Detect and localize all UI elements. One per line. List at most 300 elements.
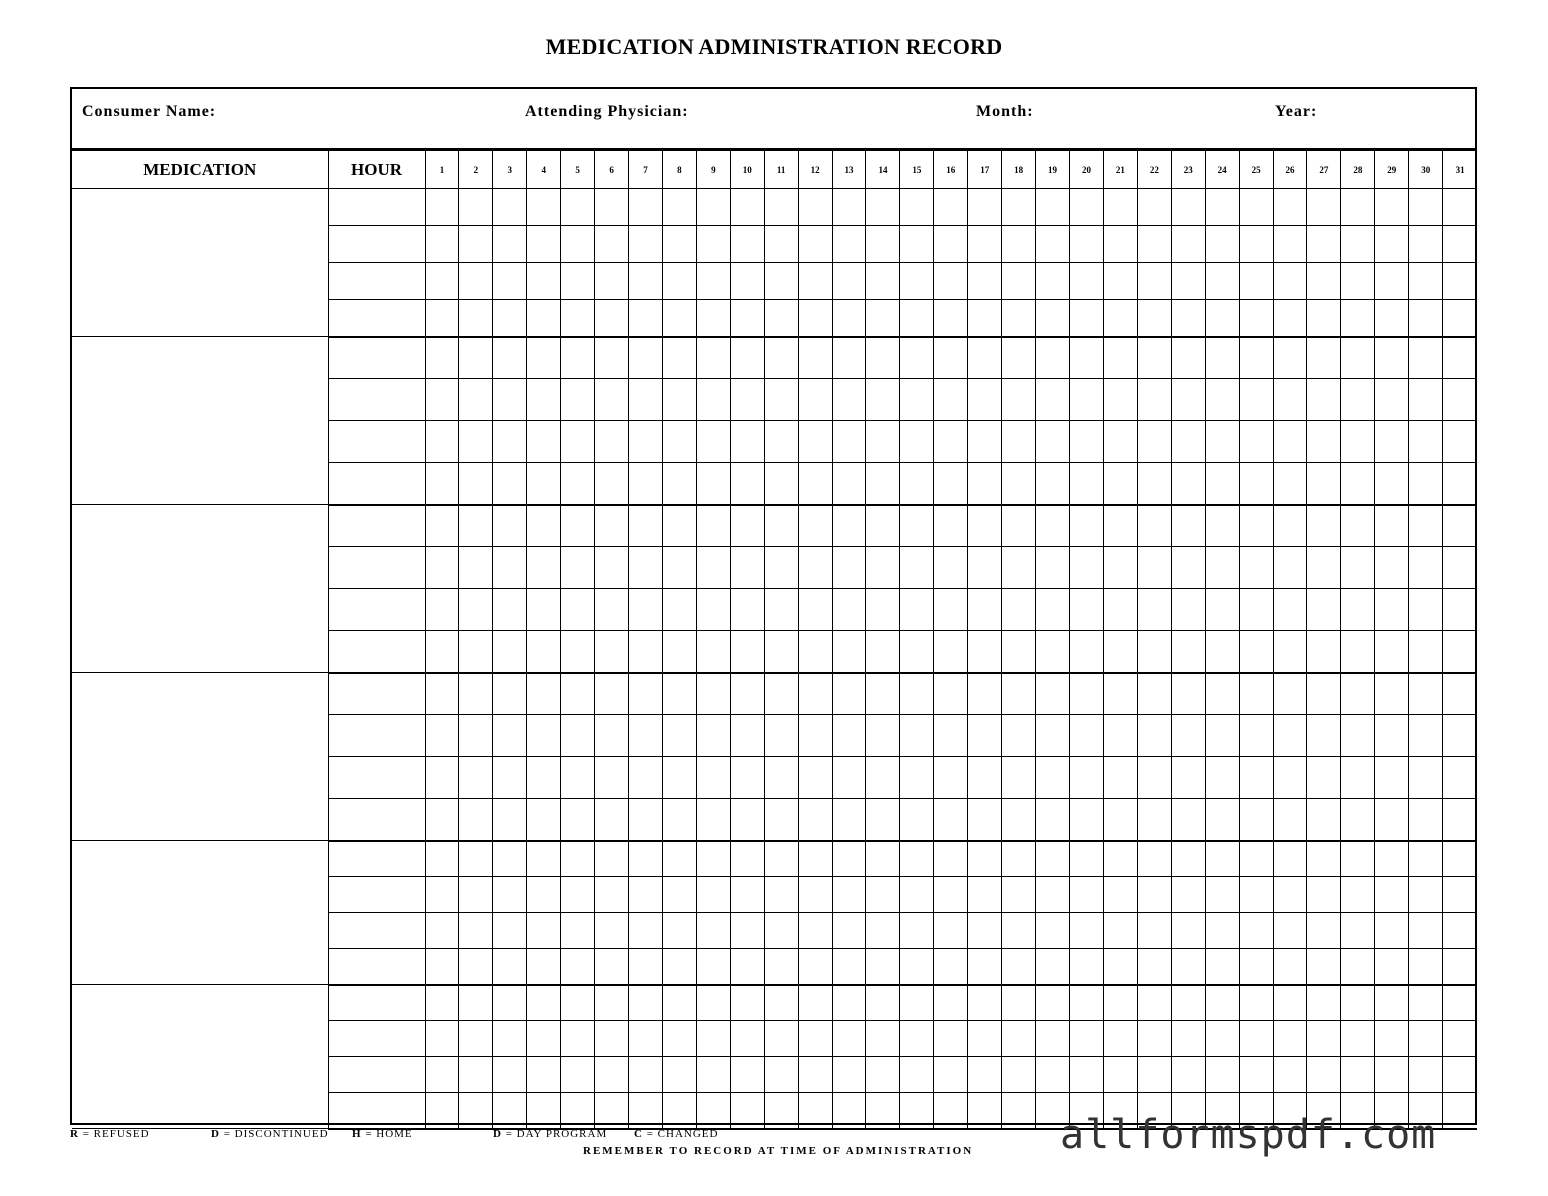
day-entry-cell[interactable]: [1239, 673, 1273, 715]
day-entry-cell[interactable]: [662, 226, 696, 263]
day-entry-cell[interactable]: [662, 547, 696, 589]
day-entry-cell[interactable]: [662, 673, 696, 715]
day-entry-cell[interactable]: [1103, 913, 1137, 949]
day-entry-cell[interactable]: [425, 263, 459, 300]
day-entry-cell[interactable]: [1137, 505, 1171, 547]
day-entry-cell[interactable]: [1070, 673, 1104, 715]
day-entry-cell[interactable]: [629, 1093, 663, 1129]
day-entry-cell[interactable]: [730, 421, 764, 463]
day-entry-cell[interactable]: [832, 673, 866, 715]
day-entry-cell[interactable]: [900, 1093, 934, 1129]
day-entry-cell[interactable]: [493, 715, 527, 757]
day-entry-cell[interactable]: [1273, 757, 1307, 799]
day-entry-cell[interactable]: [934, 1057, 968, 1093]
day-entry-cell[interactable]: [1002, 949, 1036, 985]
day-entry-cell[interactable]: [527, 379, 561, 421]
day-entry-cell[interactable]: [730, 263, 764, 300]
day-entry-cell[interactable]: [1137, 949, 1171, 985]
day-entry-cell[interactable]: [662, 841, 696, 877]
day-entry-cell[interactable]: [1036, 505, 1070, 547]
day-entry-cell[interactable]: [1239, 226, 1273, 263]
day-entry-cell[interactable]: [968, 985, 1002, 1021]
day-entry-cell[interactable]: [866, 949, 900, 985]
day-entry-cell[interactable]: [1205, 913, 1239, 949]
day-entry-cell[interactable]: [1171, 631, 1205, 673]
day-entry-cell[interactable]: [1239, 589, 1273, 631]
day-entry-cell[interactable]: [425, 631, 459, 673]
day-entry-cell[interactable]: [1239, 547, 1273, 589]
day-entry-cell[interactable]: [1103, 673, 1137, 715]
day-entry-cell[interactable]: [1036, 263, 1070, 300]
day-entry-cell[interactable]: [968, 1057, 1002, 1093]
day-entry-cell[interactable]: [1171, 757, 1205, 799]
day-entry-cell[interactable]: [1341, 1057, 1375, 1093]
day-entry-cell[interactable]: [934, 985, 968, 1021]
day-entry-cell[interactable]: [1307, 589, 1341, 631]
day-entry-cell[interactable]: [629, 715, 663, 757]
day-entry-cell[interactable]: [1273, 949, 1307, 985]
day-entry-cell[interactable]: [1239, 913, 1273, 949]
day-entry-cell[interactable]: [798, 589, 832, 631]
medication-entry-cell[interactable]: [72, 985, 328, 1129]
day-entry-cell[interactable]: [1103, 547, 1137, 589]
day-entry-cell[interactable]: [1137, 1057, 1171, 1093]
day-entry-cell[interactable]: [730, 841, 764, 877]
day-entry-cell[interactable]: [1205, 547, 1239, 589]
hour-entry-cell[interactable]: [328, 189, 425, 226]
medication-entry-cell[interactable]: [72, 673, 328, 841]
day-entry-cell[interactable]: [1443, 757, 1477, 799]
day-entry-cell[interactable]: [425, 505, 459, 547]
day-entry-cell[interactable]: [1375, 547, 1409, 589]
day-entry-cell[interactable]: [934, 337, 968, 379]
day-entry-cell[interactable]: [866, 463, 900, 505]
day-entry-cell[interactable]: [1443, 547, 1477, 589]
day-entry-cell[interactable]: [459, 1093, 493, 1129]
day-entry-cell[interactable]: [1036, 913, 1070, 949]
day-entry-cell[interactable]: [662, 421, 696, 463]
day-entry-cell[interactable]: [866, 715, 900, 757]
day-entry-cell[interactable]: [1239, 877, 1273, 913]
day-entry-cell[interactable]: [561, 673, 595, 715]
hour-entry-cell[interactable]: [328, 589, 425, 631]
day-entry-cell[interactable]: [1205, 379, 1239, 421]
day-entry-cell[interactable]: [561, 715, 595, 757]
day-entry-cell[interactable]: [1103, 841, 1137, 877]
day-entry-cell[interactable]: [595, 505, 629, 547]
day-entry-cell[interactable]: [798, 877, 832, 913]
day-entry-cell[interactable]: [1002, 1093, 1036, 1129]
day-entry-cell[interactable]: [1171, 949, 1205, 985]
day-entry-cell[interactable]: [1443, 189, 1477, 226]
day-entry-cell[interactable]: [1307, 421, 1341, 463]
day-entry-cell[interactable]: [730, 985, 764, 1021]
day-entry-cell[interactable]: [1307, 379, 1341, 421]
day-entry-cell[interactable]: [425, 421, 459, 463]
day-entry-cell[interactable]: [425, 757, 459, 799]
day-entry-cell[interactable]: [1137, 337, 1171, 379]
day-entry-cell[interactable]: [595, 949, 629, 985]
day-entry-cell[interactable]: [1070, 226, 1104, 263]
day-entry-cell[interactable]: [425, 841, 459, 877]
day-entry-cell[interactable]: [1375, 463, 1409, 505]
day-entry-cell[interactable]: [1239, 799, 1273, 841]
day-entry-cell[interactable]: [629, 1057, 663, 1093]
day-entry-cell[interactable]: [730, 631, 764, 673]
day-entry-cell[interactable]: [764, 841, 798, 877]
day-entry-cell[interactable]: [968, 631, 1002, 673]
hour-entry-cell[interactable]: [328, 913, 425, 949]
day-entry-cell[interactable]: [934, 547, 968, 589]
day-entry-cell[interactable]: [968, 189, 1002, 226]
day-entry-cell[interactable]: [1273, 877, 1307, 913]
day-entry-cell[interactable]: [866, 985, 900, 1021]
day-entry-cell[interactable]: [832, 226, 866, 263]
day-entry-cell[interactable]: [696, 799, 730, 841]
hour-entry-cell[interactable]: [328, 877, 425, 913]
day-entry-cell[interactable]: [1070, 337, 1104, 379]
day-entry-cell[interactable]: [1070, 985, 1104, 1021]
day-entry-cell[interactable]: [900, 226, 934, 263]
day-entry-cell[interactable]: [1205, 757, 1239, 799]
day-entry-cell[interactable]: [527, 189, 561, 226]
day-entry-cell[interactable]: [1341, 985, 1375, 1021]
day-entry-cell[interactable]: [1002, 715, 1036, 757]
day-entry-cell[interactable]: [493, 913, 527, 949]
hour-entry-cell[interactable]: [328, 1021, 425, 1057]
day-entry-cell[interactable]: [662, 189, 696, 226]
day-entry-cell[interactable]: [561, 263, 595, 300]
day-entry-cell[interactable]: [798, 799, 832, 841]
day-entry-cell[interactable]: [1443, 263, 1477, 300]
day-entry-cell[interactable]: [1375, 949, 1409, 985]
day-entry-cell[interactable]: [832, 949, 866, 985]
day-entry-cell[interactable]: [1205, 799, 1239, 841]
day-entry-cell[interactable]: [764, 715, 798, 757]
day-entry-cell[interactable]: [798, 300, 832, 337]
day-entry-cell[interactable]: [561, 841, 595, 877]
day-entry-cell[interactable]: [866, 1057, 900, 1093]
day-entry-cell[interactable]: [1070, 463, 1104, 505]
day-entry-cell[interactable]: [1103, 300, 1137, 337]
day-entry-cell[interactable]: [1443, 1093, 1477, 1129]
day-entry-cell[interactable]: [1273, 263, 1307, 300]
day-entry-cell[interactable]: [1103, 631, 1137, 673]
day-entry-cell[interactable]: [1375, 337, 1409, 379]
day-entry-cell[interactable]: [1239, 189, 1273, 226]
day-entry-cell[interactable]: [1375, 841, 1409, 877]
day-entry-cell[interactable]: [866, 226, 900, 263]
day-entry-cell[interactable]: [1002, 463, 1036, 505]
day-entry-cell[interactable]: [561, 985, 595, 1021]
day-entry-cell[interactable]: [764, 337, 798, 379]
day-entry-cell[interactable]: [764, 1093, 798, 1129]
day-entry-cell[interactable]: [764, 589, 798, 631]
day-entry-cell[interactable]: [1409, 505, 1443, 547]
hour-entry-cell[interactable]: [328, 379, 425, 421]
day-entry-cell[interactable]: [1273, 505, 1307, 547]
day-entry-cell[interactable]: [1239, 421, 1273, 463]
day-entry-cell[interactable]: [493, 673, 527, 715]
day-entry-cell[interactable]: [425, 1093, 459, 1129]
day-entry-cell[interactable]: [798, 1093, 832, 1129]
day-entry-cell[interactable]: [1070, 913, 1104, 949]
day-entry-cell[interactable]: [629, 337, 663, 379]
hour-entry-cell[interactable]: [328, 505, 425, 547]
day-entry-cell[interactable]: [730, 547, 764, 589]
day-entry-cell[interactable]: [459, 421, 493, 463]
day-entry-cell[interactable]: [595, 1093, 629, 1129]
day-entry-cell[interactable]: [1443, 985, 1477, 1021]
day-entry-cell[interactable]: [1375, 1057, 1409, 1093]
day-entry-cell[interactable]: [1171, 673, 1205, 715]
day-entry-cell[interactable]: [1341, 505, 1375, 547]
day-entry-cell[interactable]: [1036, 337, 1070, 379]
day-entry-cell[interactable]: [1171, 715, 1205, 757]
day-entry-cell[interactable]: [493, 631, 527, 673]
day-entry-cell[interactable]: [1273, 1021, 1307, 1057]
day-entry-cell[interactable]: [459, 799, 493, 841]
day-entry-cell[interactable]: [1443, 337, 1477, 379]
day-entry-cell[interactable]: [662, 877, 696, 913]
day-entry-cell[interactable]: [934, 263, 968, 300]
day-entry-cell[interactable]: [968, 263, 1002, 300]
day-entry-cell[interactable]: [595, 226, 629, 263]
day-entry-cell[interactable]: [662, 337, 696, 379]
day-entry-cell[interactable]: [595, 189, 629, 226]
day-entry-cell[interactable]: [662, 589, 696, 631]
day-entry-cell[interactable]: [968, 379, 1002, 421]
day-entry-cell[interactable]: [1341, 263, 1375, 300]
day-entry-cell[interactable]: [527, 631, 561, 673]
day-entry-cell[interactable]: [629, 757, 663, 799]
day-entry-cell[interactable]: [1137, 715, 1171, 757]
day-entry-cell[interactable]: [1341, 189, 1375, 226]
day-entry-cell[interactable]: [1002, 631, 1036, 673]
hour-entry-cell[interactable]: [328, 757, 425, 799]
day-entry-cell[interactable]: [1137, 421, 1171, 463]
day-entry-cell[interactable]: [900, 913, 934, 949]
day-entry-cell[interactable]: [934, 949, 968, 985]
day-entry-cell[interactable]: [832, 913, 866, 949]
day-entry-cell[interactable]: [1036, 379, 1070, 421]
day-entry-cell[interactable]: [425, 300, 459, 337]
day-entry-cell[interactable]: [1036, 799, 1070, 841]
day-entry-cell[interactable]: [730, 189, 764, 226]
day-entry-cell[interactable]: [1036, 757, 1070, 799]
day-entry-cell[interactable]: [866, 300, 900, 337]
day-entry-cell[interactable]: [1171, 226, 1205, 263]
day-entry-cell[interactable]: [730, 300, 764, 337]
day-entry-cell[interactable]: [1443, 505, 1477, 547]
day-entry-cell[interactable]: [1273, 421, 1307, 463]
day-entry-cell[interactable]: [1375, 715, 1409, 757]
day-entry-cell[interactable]: [1137, 189, 1171, 226]
day-entry-cell[interactable]: [900, 877, 934, 913]
day-entry-cell[interactable]: [561, 226, 595, 263]
day-entry-cell[interactable]: [1307, 226, 1341, 263]
day-entry-cell[interactable]: [798, 949, 832, 985]
day-entry-cell[interactable]: [629, 589, 663, 631]
day-entry-cell[interactable]: [968, 757, 1002, 799]
day-entry-cell[interactable]: [1273, 985, 1307, 1021]
day-entry-cell[interactable]: [1137, 799, 1171, 841]
day-entry-cell[interactable]: [866, 877, 900, 913]
day-entry-cell[interactable]: [1171, 913, 1205, 949]
day-entry-cell[interactable]: [561, 1021, 595, 1057]
day-entry-cell[interactable]: [425, 1021, 459, 1057]
day-entry-cell[interactable]: [662, 631, 696, 673]
day-entry-cell[interactable]: [832, 877, 866, 913]
day-entry-cell[interactable]: [629, 189, 663, 226]
day-entry-cell[interactable]: [866, 913, 900, 949]
day-entry-cell[interactable]: [934, 463, 968, 505]
hour-entry-cell[interactable]: [328, 547, 425, 589]
hour-entry-cell[interactable]: [328, 673, 425, 715]
day-entry-cell[interactable]: [629, 631, 663, 673]
day-entry-cell[interactable]: [696, 877, 730, 913]
day-entry-cell[interactable]: [1443, 421, 1477, 463]
day-entry-cell[interactable]: [832, 189, 866, 226]
day-entry-cell[interactable]: [866, 589, 900, 631]
hour-entry-cell[interactable]: [328, 421, 425, 463]
day-entry-cell[interactable]: [1205, 631, 1239, 673]
day-entry-cell[interactable]: [968, 463, 1002, 505]
day-entry-cell[interactable]: [1409, 877, 1443, 913]
day-entry-cell[interactable]: [1409, 547, 1443, 589]
day-entry-cell[interactable]: [798, 985, 832, 1021]
day-entry-cell[interactable]: [866, 337, 900, 379]
day-entry-cell[interactable]: [1375, 226, 1409, 263]
day-entry-cell[interactable]: [1036, 421, 1070, 463]
day-entry-cell[interactable]: [459, 913, 493, 949]
day-entry-cell[interactable]: [1341, 877, 1375, 913]
hour-entry-cell[interactable]: [328, 1057, 425, 1093]
day-entry-cell[interactable]: [1002, 421, 1036, 463]
day-entry-cell[interactable]: [1036, 673, 1070, 715]
day-entry-cell[interactable]: [425, 673, 459, 715]
day-entry-cell[interactable]: [866, 505, 900, 547]
day-entry-cell[interactable]: [459, 300, 493, 337]
hour-entry-cell[interactable]: [328, 263, 425, 300]
day-entry-cell[interactable]: [1273, 189, 1307, 226]
day-entry-cell[interactable]: [1036, 715, 1070, 757]
day-entry-cell[interactable]: [866, 421, 900, 463]
day-entry-cell[interactable]: [832, 1057, 866, 1093]
day-entry-cell[interactable]: [1205, 421, 1239, 463]
day-entry-cell[interactable]: [662, 913, 696, 949]
day-entry-cell[interactable]: [1070, 505, 1104, 547]
day-entry-cell[interactable]: [527, 589, 561, 631]
day-entry-cell[interactable]: [1307, 841, 1341, 877]
day-entry-cell[interactable]: [527, 226, 561, 263]
day-entry-cell[interactable]: [934, 877, 968, 913]
day-entry-cell[interactable]: [696, 463, 730, 505]
day-entry-cell[interactable]: [662, 757, 696, 799]
hour-entry-cell[interactable]: [328, 949, 425, 985]
day-entry-cell[interactable]: [764, 189, 798, 226]
day-entry-cell[interactable]: [459, 189, 493, 226]
day-entry-cell[interactable]: [629, 226, 663, 263]
day-entry-cell[interactable]: [662, 985, 696, 1021]
day-entry-cell[interactable]: [1341, 673, 1375, 715]
day-entry-cell[interactable]: [730, 673, 764, 715]
day-entry-cell[interactable]: [1307, 463, 1341, 505]
day-entry-cell[interactable]: [1103, 505, 1137, 547]
day-entry-cell[interactable]: [1205, 841, 1239, 877]
day-entry-cell[interactable]: [832, 463, 866, 505]
day-entry-cell[interactable]: [1137, 263, 1171, 300]
day-entry-cell[interactable]: [764, 505, 798, 547]
day-entry-cell[interactable]: [934, 913, 968, 949]
day-entry-cell[interactable]: [1239, 841, 1273, 877]
day-entry-cell[interactable]: [527, 1021, 561, 1057]
day-entry-cell[interactable]: [1171, 547, 1205, 589]
day-entry-cell[interactable]: [1239, 300, 1273, 337]
day-entry-cell[interactable]: [527, 337, 561, 379]
day-entry-cell[interactable]: [493, 337, 527, 379]
day-entry-cell[interactable]: [696, 547, 730, 589]
medication-entry-cell[interactable]: [72, 505, 328, 673]
day-entry-cell[interactable]: [1137, 379, 1171, 421]
day-entry-cell[interactable]: [425, 799, 459, 841]
day-entry-cell[interactable]: [1205, 300, 1239, 337]
day-entry-cell[interactable]: [1137, 985, 1171, 1021]
day-entry-cell[interactable]: [866, 799, 900, 841]
day-entry-cell[interactable]: [1307, 757, 1341, 799]
day-entry-cell[interactable]: [662, 1057, 696, 1093]
day-entry-cell[interactable]: [900, 589, 934, 631]
day-entry-cell[interactable]: [527, 673, 561, 715]
day-entry-cell[interactable]: [934, 1021, 968, 1057]
day-entry-cell[interactable]: [459, 757, 493, 799]
day-entry-cell[interactable]: [1443, 300, 1477, 337]
day-entry-cell[interactable]: [561, 589, 595, 631]
day-entry-cell[interactable]: [629, 799, 663, 841]
day-entry-cell[interactable]: [934, 715, 968, 757]
day-entry-cell[interactable]: [900, 505, 934, 547]
day-entry-cell[interactable]: [968, 1093, 1002, 1129]
day-entry-cell[interactable]: [1002, 1021, 1036, 1057]
day-entry-cell[interactable]: [900, 673, 934, 715]
day-entry-cell[interactable]: [968, 547, 1002, 589]
day-entry-cell[interactable]: [561, 189, 595, 226]
day-entry-cell[interactable]: [1171, 263, 1205, 300]
day-entry-cell[interactable]: [1137, 589, 1171, 631]
day-entry-cell[interactable]: [1307, 799, 1341, 841]
day-entry-cell[interactable]: [1443, 913, 1477, 949]
day-entry-cell[interactable]: [900, 949, 934, 985]
day-entry-cell[interactable]: [1070, 757, 1104, 799]
day-entry-cell[interactable]: [798, 421, 832, 463]
day-entry-cell[interactable]: [595, 673, 629, 715]
day-entry-cell[interactable]: [696, 189, 730, 226]
day-entry-cell[interactable]: [1103, 757, 1137, 799]
day-entry-cell[interactable]: [1443, 463, 1477, 505]
day-entry-cell[interactable]: [1409, 337, 1443, 379]
day-entry-cell[interactable]: [1205, 189, 1239, 226]
day-entry-cell[interactable]: [1239, 985, 1273, 1021]
day-entry-cell[interactable]: [832, 841, 866, 877]
day-entry-cell[interactable]: [1070, 1057, 1104, 1093]
day-entry-cell[interactable]: [1171, 877, 1205, 913]
day-entry-cell[interactable]: [1375, 300, 1409, 337]
day-entry-cell[interactable]: [900, 715, 934, 757]
day-entry-cell[interactable]: [595, 589, 629, 631]
day-entry-cell[interactable]: [900, 379, 934, 421]
day-entry-cell[interactable]: [1036, 985, 1070, 1021]
day-entry-cell[interactable]: [968, 949, 1002, 985]
